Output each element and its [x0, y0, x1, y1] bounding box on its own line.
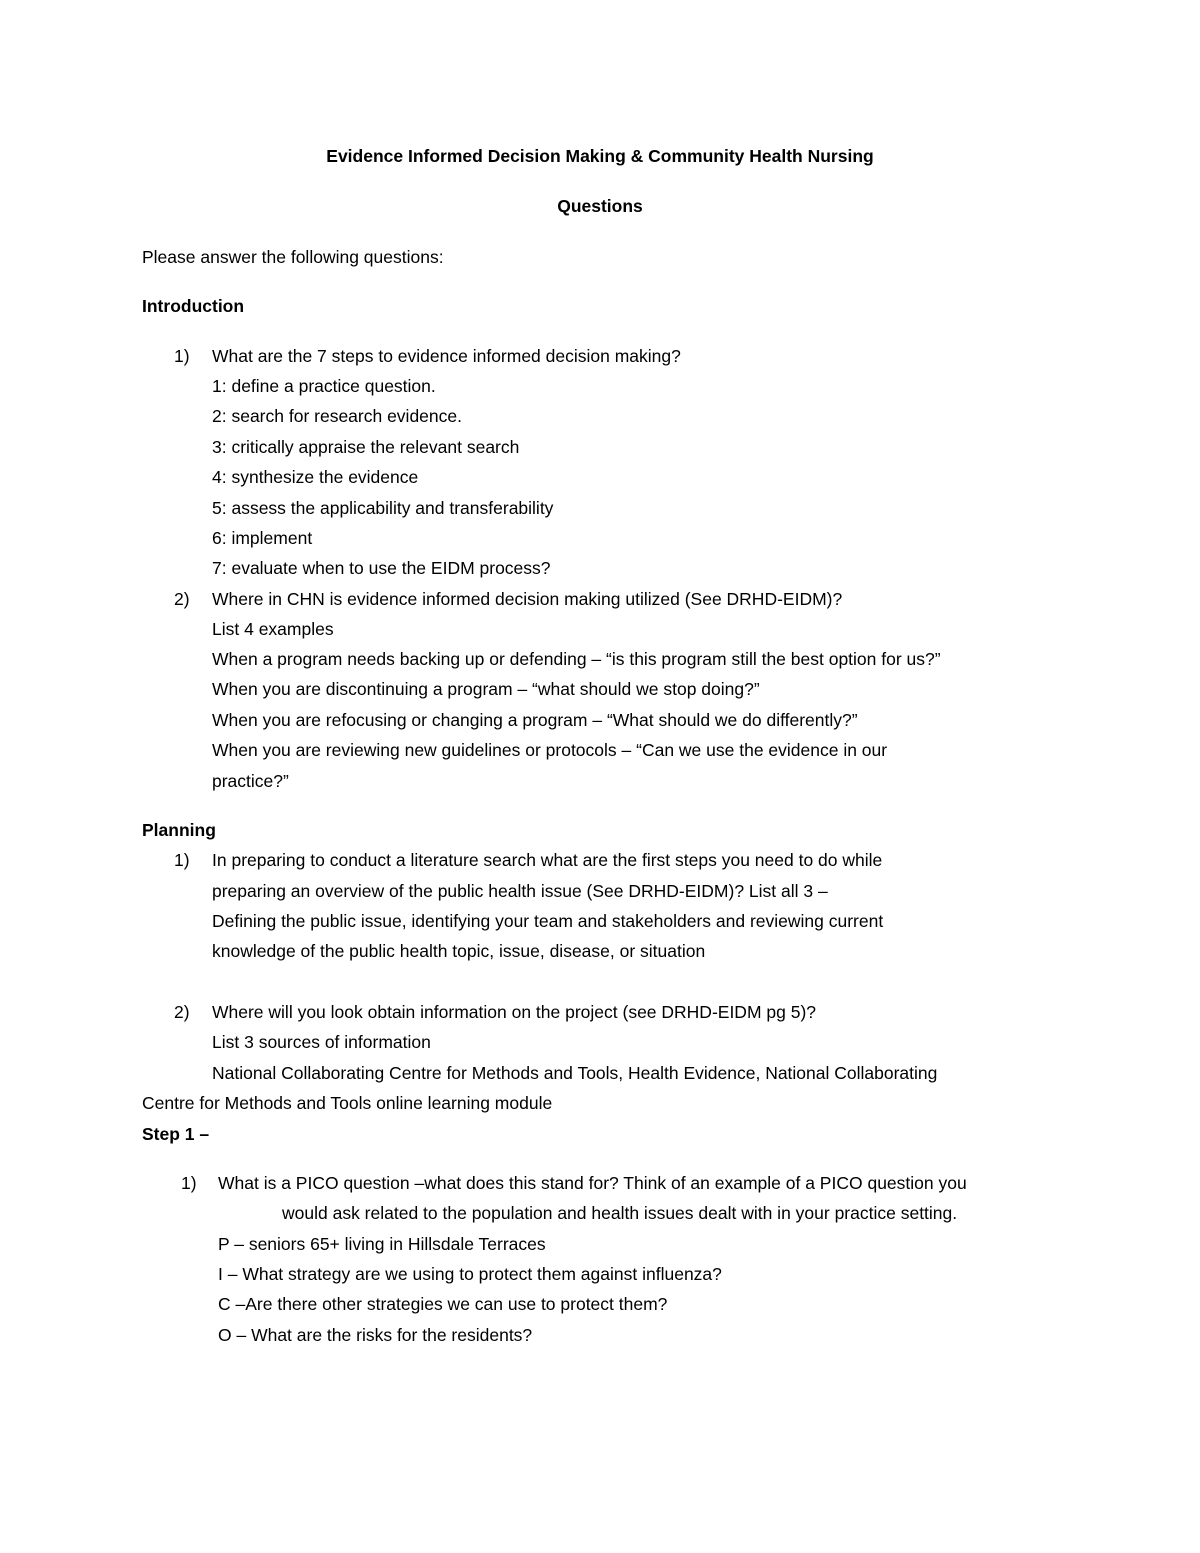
instruction-text: Please answer the following questions: — [142, 247, 444, 267]
answer-line: When a program needs backing up or defending – “is this program still the best option for us?” — [212, 649, 941, 669]
answer-line: 1: define a practice question. — [212, 376, 436, 396]
answer-line: 5: assess the applicability and transferability — [212, 498, 554, 518]
answer-line: When you are reviewing new guidelines or protocols – “Can we use the evidence in our — [212, 740, 888, 760]
question-text: In preparing to conduct a literature search what are the first steps you need to do while — [212, 850, 883, 870]
question-text: would ask related to the population and health issues dealt with in your practice setting. — [282, 1203, 958, 1223]
document-title: Evidence Informed Decision Making & Community Health Nursing — [326, 146, 874, 166]
answer-line: List 3 sources of information — [212, 1032, 431, 1052]
question-number: 1) — [174, 346, 190, 366]
question-text: What are the 7 steps to evidence informed decision making? — [212, 346, 681, 366]
answer-line: List 4 examples — [212, 619, 334, 639]
question-number: 2) — [174, 589, 190, 609]
question-number: 2) — [174, 1002, 190, 1022]
answer-line: Centre for Methods and Tools online learning module — [142, 1093, 553, 1113]
question-number: 1) — [181, 1173, 197, 1193]
pico-line: C –Are there other strategies we can use to protect them? — [218, 1294, 668, 1314]
pico-line: P – seniors 65+ living in Hillsdale Terraces — [218, 1234, 546, 1254]
pico-line: O – What are the risks for the residents? — [218, 1325, 533, 1345]
answer-line: When you are discontinuing a program – “what should we stop doing?” — [212, 679, 760, 699]
question-text: Where in CHN is evidence informed decision making utilized (See DRHD-EIDM)? — [212, 589, 843, 609]
section-heading-step1: Step 1 – — [142, 1124, 210, 1144]
answer-line: 2: search for research evidence. — [212, 406, 462, 426]
question-number: 1) — [174, 850, 190, 870]
question-text: preparing an overview of the public health issue (See DRHD-EIDM)? List all 3 – — [212, 881, 828, 901]
answer-line: 3: critically appraise the relevant search — [212, 437, 520, 457]
answer-line: When you are refocusing or changing a program – “What should we do differently?” — [212, 710, 858, 730]
document-subtitle: Questions — [557, 196, 643, 216]
answer-line: practice?” — [212, 771, 289, 791]
section-heading-planning: Planning — [142, 820, 216, 840]
answer-line: 4: synthesize the evidence — [212, 467, 419, 487]
answer-line: Defining the public issue, identifying your team and stakeholders and reviewing current — [212, 911, 884, 931]
answer-line: 7: evaluate when to use the EIDM process? — [212, 558, 551, 578]
question-text: Where will you look obtain information on the project (see DRHD-EIDM pg 5)? — [212, 1002, 817, 1022]
section-heading-introduction: Introduction — [142, 296, 245, 316]
answer-line: 6: implement — [212, 528, 313, 548]
answer-line: National Collaborating Centre for Methods and Tools, Health Evidence, National Collaborating — [212, 1063, 938, 1083]
answer-line: knowledge of the public health topic, issue, disease, or situation — [212, 941, 706, 961]
question-text: What is a PICO question –what does this stand for? Think of an example of a PICO question you — [218, 1173, 967, 1193]
pico-line: I – What strategy are we using to protect them against influenza? — [218, 1264, 722, 1284]
